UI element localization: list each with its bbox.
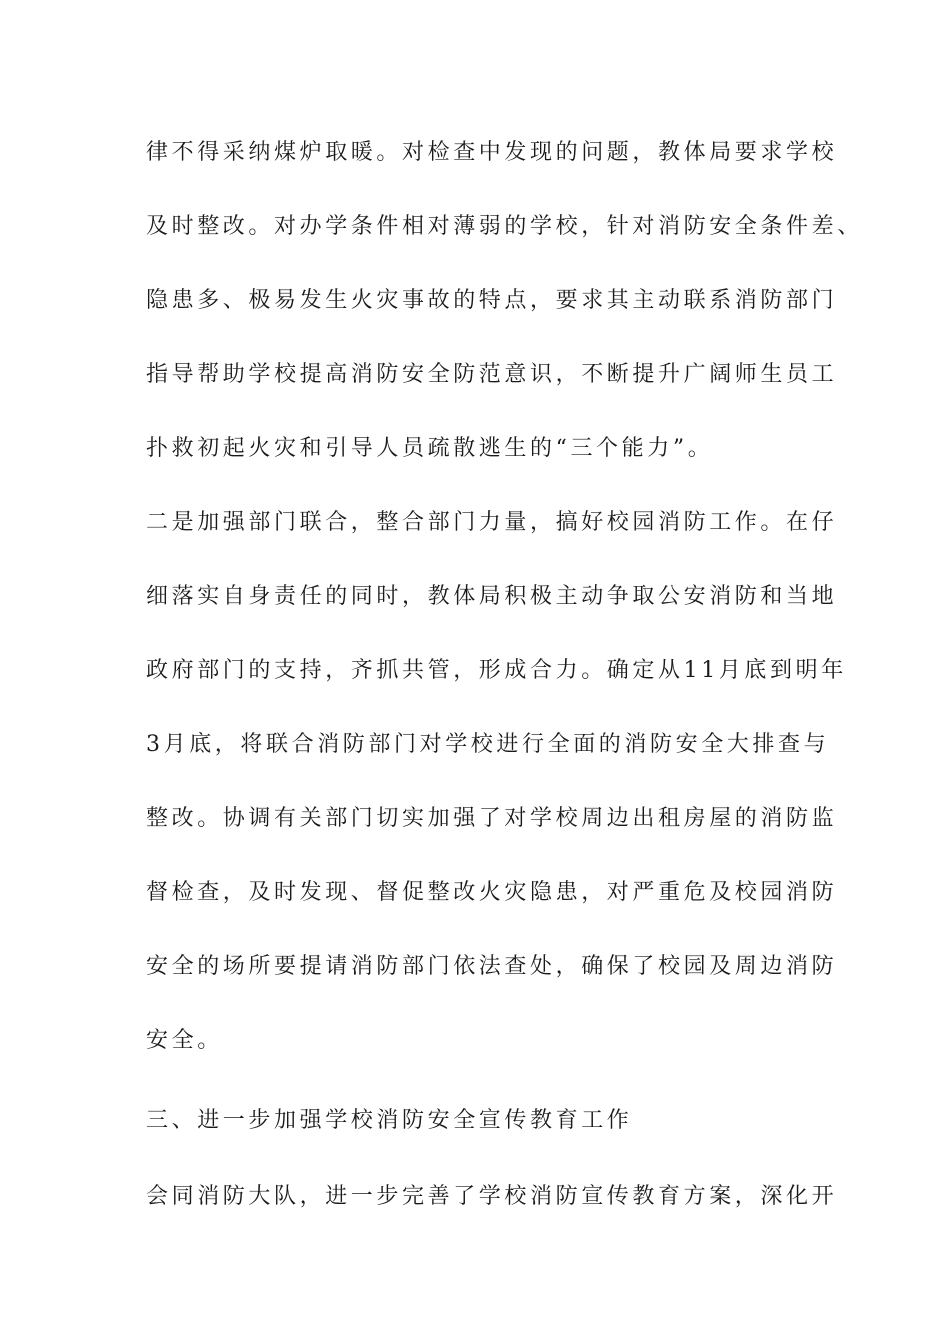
text-line: 安全。 bbox=[146, 1028, 223, 1053]
paragraph-start-line: 二是加强部门联合，整合部门力量，搞好校园消防工作。在仔 bbox=[146, 510, 838, 535]
text-line: 督检查，及时发现、督促整改火灾隐患，对严重危及校园消防 bbox=[146, 880, 838, 905]
text-line: 整改。协调有关部门切实加强了对学校周边出租房屋的消防监 bbox=[146, 806, 838, 831]
text-line: 扑救初起火灾和引导人员疏散逃生的“三个能力”。 bbox=[146, 436, 714, 461]
text-line: 及时整改。对办学条件相对薄弱的学校，针对消防安全条件差、 bbox=[146, 214, 863, 239]
section-heading: 三、进一步加强学校消防安全宣传教育工作 bbox=[146, 1108, 633, 1133]
paragraph-start-line: 会同消防大队，进一步完善了学校消防宣传教育方案，深化开 bbox=[146, 1184, 838, 1209]
text-line: 政府部门的支持，齐抓共管，形成合力。确定从11月底到明年 bbox=[146, 658, 847, 683]
text-line: 安全的场所要提请消防部门依法查处，确保了校园及周边消防 bbox=[146, 954, 838, 979]
text-line: 隐患多、极易发生火灾事故的特点，要求其主动联系消防部门 bbox=[146, 288, 838, 313]
text-line: 3月底，将联合消防部门对学校进行全面的消防安全大排查与 bbox=[146, 732, 830, 757]
text-line: 律不得采纳煤炉取暖。对检查中发现的问题，教体局要求学校 bbox=[146, 140, 838, 165]
text-line: 指导帮助学校提高消防安全防范意识，不断提升广阔师生员工 bbox=[146, 362, 838, 387]
text-line: 细落实自身责任的同时，教体局积极主动争取公安消防和当地 bbox=[146, 584, 838, 609]
